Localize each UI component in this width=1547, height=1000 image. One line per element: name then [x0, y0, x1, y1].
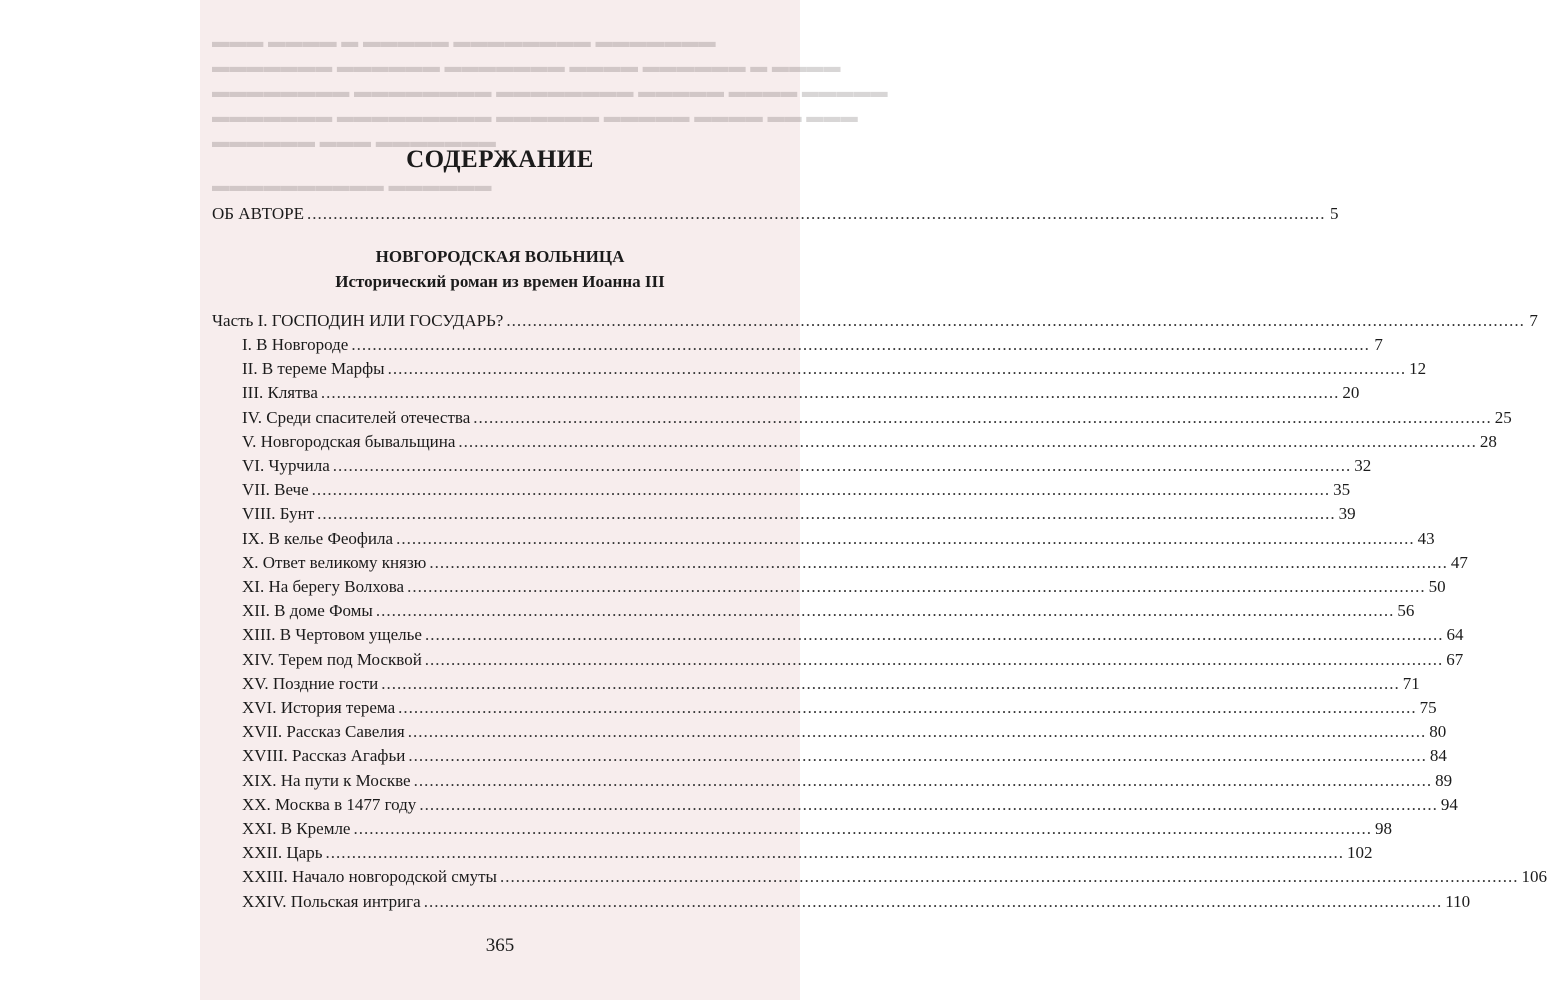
toc-entry-part[interactable] — [212, 310, 1538, 332]
toc-entry-label: XVII. Рассказ Савелия — [242, 722, 405, 742]
toc-entry-chapter[interactable] — [242, 479, 1351, 501]
toc-entry-label: ОБ АВТОРЕ — [212, 204, 304, 223]
toc-entry-page: 5 — [1329, 204, 1339, 223]
toc-entry-label: III. Клятва — [242, 383, 318, 403]
toc-entry-chapter[interactable] — [242, 600, 1415, 622]
toc-entry-chapter[interactable] — [242, 842, 1373, 864]
toc-entry-label: VII. Вече — [242, 480, 309, 500]
toc-entry-chapter[interactable] — [242, 866, 1547, 888]
dot-leader — [312, 479, 1331, 501]
toc-entry-label: XXIII. Начало новгородской смуты — [242, 867, 497, 887]
toc-entry-chapter[interactable] — [242, 794, 1458, 816]
toc-entry-page: 7 — [1374, 335, 1383, 354]
toc-entry-chapter[interactable] — [242, 624, 1464, 646]
dot-leader — [398, 697, 1417, 719]
work-subtitle: Исторический роман из времен Иоанна III — [335, 272, 665, 291]
dot-leader — [429, 552, 1448, 574]
toc-entry-label: XVI. История терема — [242, 698, 396, 717]
toc-entry-about[interactable] — [212, 203, 1339, 225]
dot-leader — [425, 649, 1444, 671]
toc-entry-chapter[interactable] — [242, 818, 1392, 840]
toc-entry-page: 94 — [1440, 794, 1458, 814]
toc-entry-chapter[interactable] — [242, 745, 1447, 767]
bleed-through-text: ▬▬▬▬▬▬ ▬▬▬ ▬▬▬▬▬▬▬ — [212, 132, 497, 151]
toc-entry-page: 56 — [1397, 601, 1415, 621]
toc-entry-label: XV. Поздние гости — [242, 673, 379, 693]
toc-entry-chapter[interactable] — [242, 697, 1437, 719]
toc-entry-page: 64 — [1446, 625, 1464, 645]
toc-entry-label: V. Новгородская бывальщина — [242, 431, 456, 451]
toc-entry-page: 75 — [1419, 698, 1437, 717]
toc-entry-page: 25 — [1494, 407, 1512, 427]
toc-entry-page: 110 — [1445, 891, 1471, 911]
dot-leader — [396, 528, 1415, 550]
page-title: СОДЕРЖАНИЕ — [406, 146, 594, 173]
dot-leader — [408, 745, 1427, 767]
toc-entry-page: 20 — [1342, 383, 1360, 403]
dot-leader — [419, 794, 1438, 816]
toc-entry-label: X. Ответ великому князю — [242, 552, 427, 572]
toc-entry-page: 98 — [1374, 819, 1392, 838]
toc-entry-page: 71 — [1402, 673, 1420, 693]
toc-entry-label: VI. Чурчила — [242, 456, 330, 475]
toc-entry-chapter[interactable] — [242, 382, 1360, 404]
dot-leader — [351, 334, 1370, 356]
toc-entry-label: XX. Москва в 1477 году — [242, 794, 417, 814]
dot-leader — [458, 431, 1477, 453]
toc-entry-chapter[interactable] — [242, 528, 1435, 550]
toc-entry-label: Часть I. ГОСПОДИН ИЛИ ГОСУДАРЬ? — [212, 311, 504, 330]
bleed-through-text: ▬▬▬▬▬▬▬▬▬▬ ▬▬▬▬▬▬ — [212, 176, 492, 195]
toc-entry-page: 106 — [1521, 867, 1547, 887]
toc-entry-label: XIX. На пути к Москве — [242, 770, 411, 790]
dot-leader — [353, 818, 1372, 840]
toc-entry-page: 32 — [1354, 456, 1372, 475]
toc-entry-label: XII. В доме Фомы — [242, 601, 373, 621]
book-page — [200, 0, 1547, 1000]
toc-entry-label: XIII. В Чертовом ущелье — [242, 625, 422, 645]
toc-entry-chapter[interactable] — [242, 770, 1453, 792]
toc-entry-label: XXI. В Кремле — [242, 819, 351, 838]
toc-entry-label: IX. В келье Феофила — [242, 528, 394, 548]
work-title: НОВГОРОДСКАЯ ВОЛЬНИЦА — [375, 247, 625, 266]
dot-leader — [321, 382, 1340, 404]
dot-leader — [500, 866, 1519, 888]
toc-entry-chapter[interactable] — [242, 358, 1427, 380]
toc-entry-chapter[interactable] — [242, 552, 1468, 574]
toc-entry-page: 102 — [1346, 843, 1373, 863]
dot-leader — [333, 455, 1352, 477]
dot-leader — [506, 310, 1525, 332]
toc-entry-page: 12 — [1409, 359, 1427, 379]
toc-entry-label: XIV. Терем под Москвой — [242, 649, 422, 669]
toc-entry-page: 80 — [1429, 722, 1447, 742]
dot-leader — [317, 503, 1336, 525]
toc-entry-chapter[interactable] — [242, 673, 1420, 695]
dot-leader — [325, 842, 1344, 864]
toc-entry-chapter[interactable] — [242, 431, 1497, 453]
toc-entry-label: XXIV. Польская интрига — [242, 891, 421, 911]
toc-entry-chapter[interactable] — [242, 576, 1446, 598]
dot-leader — [425, 624, 1444, 646]
toc-entry-chapter[interactable] — [242, 407, 1512, 429]
toc-entry-page: 47 — [1450, 552, 1468, 572]
dot-leader — [424, 891, 1443, 913]
toc-entry-chapter[interactable] — [242, 891, 1471, 913]
toc-entry-label: XXII. Царь — [242, 843, 323, 863]
toc-entry-page: 39 — [1338, 504, 1356, 524]
bleed-through-text: ▬▬▬▬▬▬▬ ▬▬▬▬▬▬▬▬▬ ▬▬▬▬▬▬ ▬▬▬▬▬ ▬▬▬▬ ▬▬ ▬▬▬ — [212, 107, 858, 126]
toc-entry-chapter[interactable] — [242, 503, 1356, 525]
toc-entry-page: 84 — [1429, 746, 1447, 766]
toc-entry-page: 7 — [1529, 311, 1538, 330]
toc-entry-page: 28 — [1479, 431, 1497, 451]
bleed-through-text: ▬▬▬ ▬▬▬▬ ▬ ▬▬▬▬▬ ▬▬▬▬▬▬▬▬ ▬▬▬▬▬▬▬ — [212, 32, 716, 51]
toc-entry-label: XI. На берегу Волхова — [242, 577, 405, 596]
toc-entry-label: IV. Среди спасителей отечества — [242, 407, 471, 427]
toc-entry-chapter[interactable] — [242, 721, 1447, 743]
toc-entry-page: 89 — [1435, 770, 1453, 790]
toc-entry-label: VIII. Бунт — [242, 504, 315, 524]
dot-leader — [388, 358, 1407, 380]
toc-entry-chapter[interactable] — [242, 334, 1383, 356]
dot-leader — [376, 600, 1395, 622]
dot-leader — [407, 576, 1426, 598]
toc-entry-chapter[interactable] — [242, 455, 1372, 477]
page-number: 365 — [485, 935, 515, 956]
toc-entry-page: 43 — [1417, 528, 1435, 548]
toc-entry-label: XVIII. Рассказ Агафьи — [242, 746, 406, 766]
toc-entry-page: 35 — [1333, 480, 1351, 500]
bleed-through-text: ▬▬▬▬▬▬▬▬ ▬▬▬▬▬▬▬▬ ▬▬▬▬▬▬▬▬ ▬▬▬▬▬ ▬▬▬▬ ▬▬▬▬▬ — [212, 82, 888, 101]
toc-entry-page: 50 — [1428, 577, 1446, 596]
toc-entry-label: I. В Новгороде — [242, 335, 349, 354]
dot-leader — [408, 721, 1427, 743]
dot-leader — [381, 673, 1400, 695]
toc-entry-label: II. В тереме Марфы — [242, 359, 385, 379]
bleed-through-text: ▬▬▬▬▬▬▬ ▬▬▬▬▬▬ ▬▬▬▬▬▬▬ ▬▬▬▬ ▬▬▬▬▬▬ ▬ ▬▬▬▬ — [212, 57, 841, 76]
dot-leader — [473, 407, 1492, 429]
toc-entry-page: 67 — [1446, 649, 1464, 669]
toc-entry-chapter[interactable] — [242, 649, 1464, 671]
dot-leader — [414, 770, 1433, 792]
dot-leader — [307, 203, 1326, 225]
